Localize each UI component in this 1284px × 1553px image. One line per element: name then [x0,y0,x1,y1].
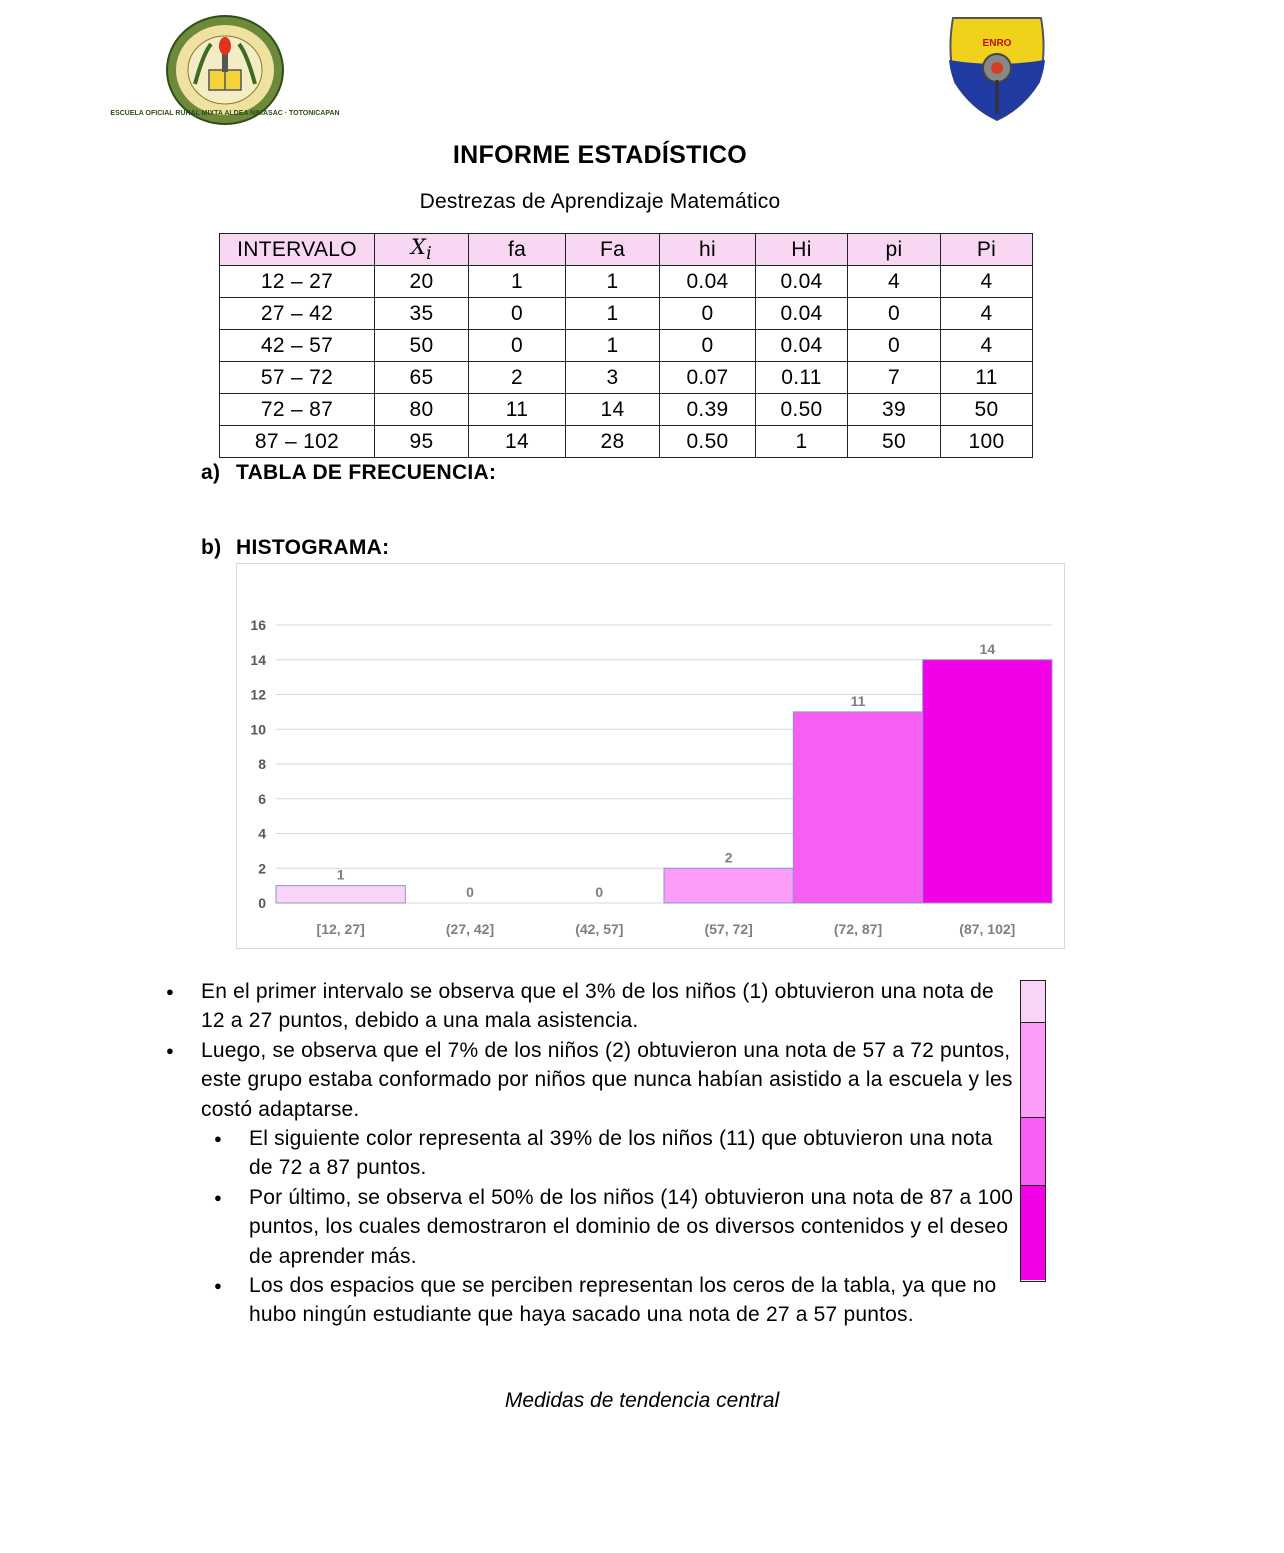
histogram-bar [664,868,793,903]
header-xi-symbol: X [410,234,427,259]
header-fa: fa [469,234,566,266]
list-item: ● Los dos espacios que se perciben representan los ceros de la tabla, ya que no hubo ningún estudiante que haya sacado una nota de 27 a 57 puntos. [160,1271,1020,1330]
table-row [220,330,1033,362]
color-legend-strip [1020,980,1046,1282]
table-cell: 4 [941,266,1033,298]
y-tick-label: 16 [250,617,266,633]
table-row [220,394,1033,426]
section-b-text: HISTOGRAMA: [236,536,390,559]
legend-swatch [1021,1118,1045,1186]
table-cell: 57 – 72 [220,362,375,394]
header-xi-sub: i [426,244,433,265]
header-Hi: Hi [756,234,848,266]
table-cell: 0 [469,298,566,330]
header-hi: hi [660,234,756,266]
table-cell: 0.07 [660,362,756,394]
y-tick-label: 0 [258,895,266,911]
header-Pi: Pi [941,234,1033,266]
table-cell: 1 [566,298,660,330]
header-pi: pi [848,234,941,266]
table-row [220,426,1033,458]
table-cell: 3 [566,362,660,394]
page-subtitle: Destrezas de Aprendizaje Matemático [419,190,781,213]
table-cell: 0 [660,330,756,362]
table-cell: 65 [375,362,469,394]
table-cell: 0.04 [756,330,848,362]
table-cell: 0 [660,298,756,330]
histogram-bar [793,712,922,903]
header-Fa: Fa [566,234,660,266]
table-cell: 42 – 57 [220,330,375,362]
y-tick-label: 8 [258,756,266,772]
table-cell: 1 [566,266,660,298]
table-cell: 4 [941,298,1033,330]
y-tick-label: 6 [258,790,266,807]
table-cell: 0.04 [756,298,848,330]
histogram-bar [276,886,405,903]
bar-data-label: 1 [336,866,345,883]
table-cell: 0 [848,298,941,330]
legend-swatch [1021,1023,1045,1118]
section-a-label [201,461,496,485]
table-cell: 12 – 27 [220,266,375,298]
table-cell: 14 [469,426,566,458]
table-row [220,298,1033,330]
table-cell: 7 [848,362,941,394]
table-cell: 1 [469,266,566,298]
table-cell: 0.39 [660,394,756,426]
y-tick-label: 12 [250,686,266,703]
table-cell: 50 [375,330,469,362]
section-a-text: TABLA DE FRECUENCIA: [236,461,497,484]
observations-list [160,977,1020,1330]
table-cell: 87 – 102 [220,426,375,458]
table-cell: 72 – 87 [220,394,375,426]
x-tick-label: (42, 57] [575,921,624,937]
table-cell: 4 [941,330,1033,362]
x-tick-label: [12, 27] [316,921,365,937]
section-a-letter: a) [201,461,221,484]
table-cell: 27 – 42 [220,298,375,330]
table-cell: 2 [469,362,566,394]
table-cell: 28 [566,426,660,458]
footer-heading: Medidas de tendencia central [504,1389,780,1412]
legend-swatch [1021,981,1045,1023]
y-tick-label: 10 [250,721,266,738]
x-tick-label: (27, 42] [445,921,495,937]
table-cell: 35 [375,298,469,330]
enrd-shield-icon [943,12,1051,122]
bar-data-label: 0 [466,884,474,900]
school-seal-icon [110,14,340,126]
bar-data-label: 11 [850,692,866,709]
table-cell: 20 [375,266,469,298]
header-intervalo: INTERVALO [220,234,375,266]
table-cell: 1 [756,426,848,458]
list-item: ● Por último, se observa el 50% de los niños (14) obtuvieron una nota de 87 a 100 puntos, los cuales demostraron el dominio de os diversos contenidos y el deseo de aprender más. [160,1183,1020,1271]
y-tick-label: 14 [250,651,266,668]
table-cell: 14 [566,394,660,426]
table-cell: 50 [848,426,941,458]
page-title: INFORME ESTADÍSTICO [452,141,748,169]
table-cell: 1 [566,330,660,362]
histogram-bar [923,660,1052,903]
table-cell: 50 [941,394,1033,426]
table-cell: 0 [848,330,941,362]
right-logo-text: ENRO [982,38,1012,49]
table-cell: 0.11 [756,362,848,394]
section-b-letter: b) [201,536,222,559]
table-row [220,362,1033,394]
x-tick-label: (87, 102] [959,921,1016,937]
table-cell: 0.50 [660,426,756,458]
table-cell: 0 [469,330,566,362]
table-cell: 11 [941,362,1033,394]
table-cell: 0.04 [756,266,848,298]
list-item: ● En el primer intervalo se observa que el 3% de los niños (1) obtuvieron una nota de 12 a 27 puntos, debido a una mala asistencia. [160,977,1020,1036]
left-logo-text: ESCUELA OFICIAL RURAL MIXTA ALDEA NIMASAC · TOTONICAPAN [110,110,340,117]
table-cell: 0.50 [756,394,848,426]
table-cell: 4 [848,266,941,298]
table-header-row [220,234,1033,266]
bar-data-label: 2 [724,849,733,866]
table-cell: 80 [375,394,469,426]
table-cell: 11 [469,394,566,426]
frequency-table [219,233,1033,458]
y-tick-label: 4 [258,825,266,842]
legend-swatch [1021,1186,1045,1280]
table-cell: 39 [848,394,941,426]
x-tick-label: (57, 72] [704,921,753,937]
bar-data-label: 0 [595,884,604,900]
header-xi [375,234,469,266]
y-tick-label: 2 [258,860,266,877]
table-cell: 100 [941,426,1033,458]
bar-data-label: 14 [979,640,996,657]
table-cell: 95 [375,426,469,458]
x-tick-label: (72, 87] [833,921,883,937]
list-item: ● Luego, se observa que el 7% de los niños (2) obtuvieron una nota de 57 a 72 puntos, este grupo estaba conformado por niños que nunca habían asistido a la escuela y les costó adaptarse. [160,1036,1020,1124]
histogram-chart [236,563,1065,949]
list-item: ● El siguiente color representa al 39% de los niños (11) que obtuvieron una nota de 72 a 87 puntos. [160,1124,1020,1183]
table-row [220,266,1033,298]
section-b-label [201,536,389,560]
table-cell: 0.04 [660,266,756,298]
